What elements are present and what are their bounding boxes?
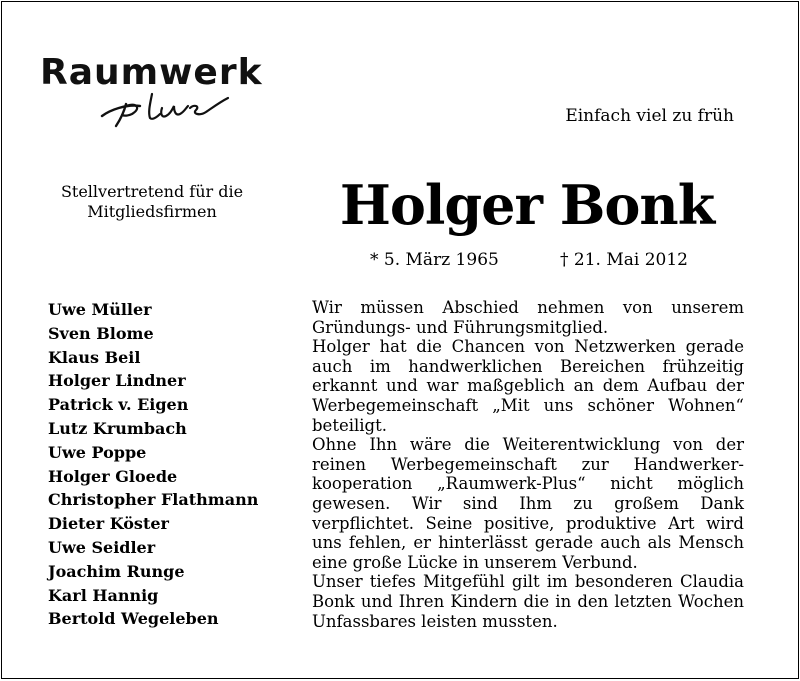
member-name: Uwe Poppe — [48, 442, 147, 462]
representation-line-2: Mitgliedsfirmen — [87, 202, 217, 221]
member-name: Patrick v. Eigen — [48, 395, 189, 415]
member-name: Uwe Müller — [48, 300, 152, 319]
logo-wordmark: Raumwerk — [40, 52, 263, 93]
paragraph-farewell: Wir müssen Abschied nehmen von unserem Gründungs- und Führungsmitglied. — [312, 298, 744, 337]
paragraph-condolence: Unser tiefes Mitgefühl gilt im besonderen Claudia Bonk und Ihren Kindern die in den letzten Wochen Unfassbares leisten mussten. — [312, 572, 744, 631]
member-name: Dieter Köster — [48, 514, 169, 534]
member-name: Christopher Flathmann — [48, 490, 259, 510]
birth-date: * 5. März 1965 — [370, 250, 499, 270]
paragraph-history: Holger hat die Chancen von Netzwerken gerade auch im handwerklichen Bereichen frühzeitig erkannt und war maßgeblich an dem Aufbau der Werbegemeinschaft „Mit uns schöner Wohnen“ beteiligt. — [312, 337, 744, 435]
tagline: Einfach viel zu früh — [565, 106, 734, 126]
member-name: Uwe Seidler — [48, 537, 156, 557]
member-name: Karl Hannig — [48, 585, 159, 605]
member-list — [48, 298, 258, 631]
member-name: Holger Gloede — [48, 466, 178, 486]
member-name: Lutz Krumbach — [48, 418, 187, 438]
obituary-notice — [1, 1, 799, 679]
member-name: Sven Blome — [48, 323, 154, 343]
obituary-text — [312, 298, 744, 631]
deceased-name: Holger Bonk — [339, 173, 715, 237]
death-date: † 21. Mai 2012 — [560, 250, 688, 270]
paragraph-gratitude: Ohne Ihn wäre die Weiterentwicklung von der reinen Werbegemeinschaft zur Handwerkerkooperation „Raumwerk-Plus“ nicht möglich gewesen. Wir sind Ihm zu großem Dank verpflichtet. Seine positive, produktive Art wird uns fehlen, er hinterlässt gerade auch als Mensch eine große Lücke in unserem Verbund. — [312, 435, 744, 572]
member-name: Joachim Runge — [48, 561, 185, 581]
logo-plus-script — [96, 86, 246, 128]
member-name: Holger Lindner — [48, 371, 186, 391]
raumwerk-logo — [40, 46, 300, 132]
representation-note — [42, 182, 262, 222]
representation-line-1: Stellvertretend für die — [60, 182, 244, 201]
member-name: Klaus Beil — [48, 347, 141, 367]
member-name: Bertold Wegeleben — [48, 609, 219, 629]
